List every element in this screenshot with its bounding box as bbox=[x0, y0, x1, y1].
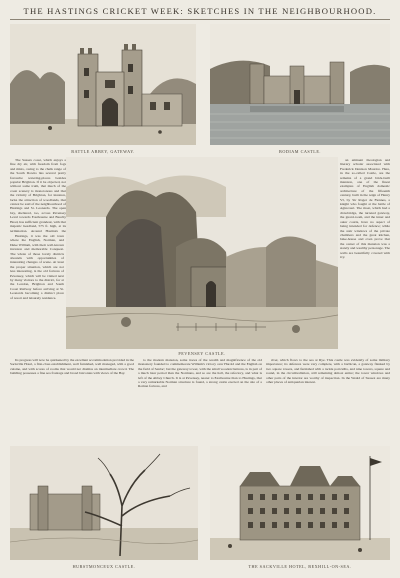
article-paragraph: to the modern mansion, some traces of the wealth and magnificence of the old monastery founded to commemorate William's victory over Harold and the English on the field of Senlac; but the gateway tower, with the small wooden buttress, is in part of a much later period than the Normans, and so are the hall, the refectory, and what is left of the Abbey Church. It is at Pevensey, nearer to Eastbourne than to Hastings, that a very remarkable Norman structure is found, a strong castle erected on the site of a Roman fortress, and bbox=[138, 358, 262, 389]
article-text-mid-lower-left bbox=[138, 358, 262, 444]
caption-hurstmonceux: HURSTMONCEUX CASTLE. bbox=[72, 564, 136, 569]
caption-sackville: THE SACKVILLE HOTEL, BEXHILL-ON-SEA. bbox=[248, 564, 352, 569]
article-text-left-bottom bbox=[10, 358, 134, 444]
caption-battle-abbey: BATTLE ABBEY, GATEWAY. bbox=[71, 149, 135, 154]
article-text-left-mid bbox=[10, 234, 64, 349]
article-paragraph: an eminent theologian and literary scholar associated with Frederick Denison Maurice. Here, in the so-called Castle, are the remains of a grand brick-built mansion, one of the finest examples of English domestic architecture of the fifteenth century, built in the reign of Henry VI, by Sir Roger de Fiennes, a knight who fought at the battle of Agincourt. The moat, which had a drawbridge, the turreted gateway, the guard-room, and the inner and outer courts, have no aspect of being intended for defence; while the stair windows of the private chambers and the great kitchen, bake-house and oven prove that the owner of this mansion was a stately and wealthy personage. The walls are beautifully covered with ivy. bbox=[340, 158, 390, 259]
header-rule bbox=[10, 19, 390, 20]
article-text-right-narrow bbox=[340, 158, 390, 350]
sackville-hotel-illustration bbox=[210, 446, 390, 560]
battle-abbey-illustration bbox=[10, 24, 196, 145]
page-title: THE HASTINGS CRICKET WEEK: SKETCHES IN THE NEIGHBOURHOOD. bbox=[23, 6, 377, 16]
caption-bodiam: BODIAM CASTLE. bbox=[279, 149, 321, 154]
caption-pevensey: PEVENSEY CASTLE. bbox=[178, 351, 226, 356]
article-paragraph: river, which flows to the sea at Rye. This castle was evidently of some military importance; its defences were very complete, with a barbican, a gateway flanked by two square towers, and furnished with a tackle portcullis, and nine towers, square and round, in the circumvallation, still remaining almost entire; the tower windows and other parts of the interior are worthy of inspection. In the Weald of Sussex are many other places of antiquarian interest. bbox=[266, 358, 390, 385]
pevensey-castle-illustration bbox=[66, 157, 338, 349]
article-text-left-top bbox=[10, 158, 66, 232]
hurstmonceux-castle-illustration bbox=[10, 446, 198, 560]
article-text-mid-lower-right bbox=[266, 358, 390, 444]
article-paragraph: Hastings, it was the old town where the English, Norman, and Duke William, with their well-known invasion and memorable Conquest. The whole of those lovely districts abounds with opportunities of interesting changes of scene. At least the proper situation, which are not less interesting, is the old fortress of Pevensey, which will be visited next by many visitors to the district, for at the London, Brighton and South Coast Railway before arriving at St. Leonards becoming a distinct place of resort and leisurely residence. bbox=[10, 234, 64, 300]
article-paragraph: The Sussex coast, which enjoys fine dry air, with freedom from fogs and mists, owing to the chalk range of the South Downs lies several pretty favourite watering-places besides popular Brighton. If it be objected, not without some truth, that much of the coast scenery is monotonous and that the vicinity of Brighton, for instance, lacks the attraction of woodlands, that cannot be said of the neighbourhood of Hastings and St. Leonards. The open bay, sheltered, too, across Pevensey Level towards Eastbourne and Beachy Head, has sufficient grandeur, with that majestic headland, 575 ft. high, at its termination. Around Hastings the bbox=[10, 158, 66, 232]
article-paragraph: Its progress will now be quickened by the excellent accommodation provided in the Sackville Hotel, a first-class establishment, well furnished, well managed, with a good cuisine, and with scores of rooms that would not dismiss an intermediate crowd. The building possesses a fine sea frontage and broad balconies with views of the Bay. bbox=[10, 358, 134, 376]
bodiam-castle-illustration bbox=[210, 24, 390, 145]
